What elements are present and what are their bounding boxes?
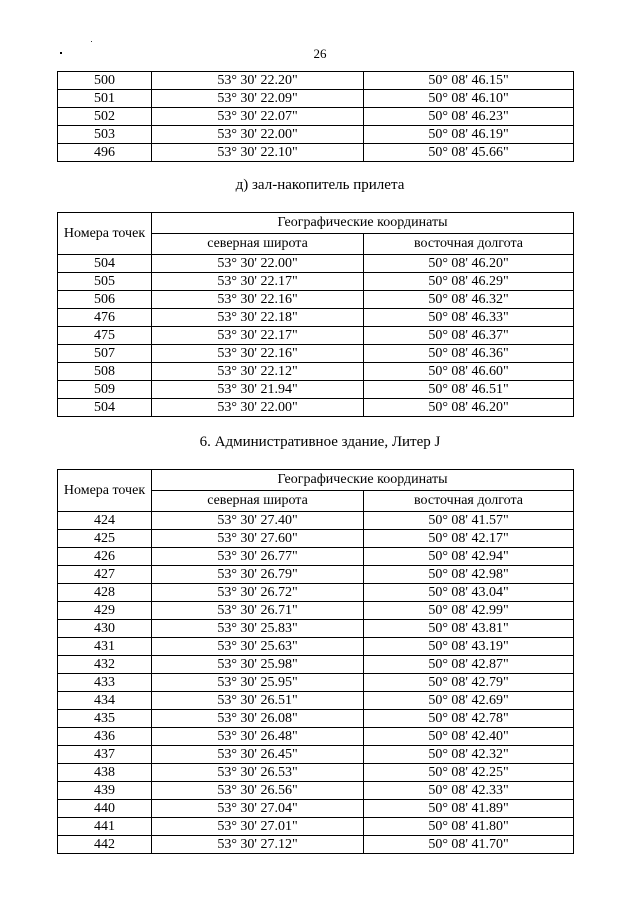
header-point-numbers (58, 213, 152, 255)
cell-latitude: 53° 30' 22.07" (152, 108, 364, 126)
cell-point-number: 508 (58, 363, 152, 381)
table-row (58, 90, 574, 108)
cell-point-number: 439 (58, 782, 152, 800)
table-row (58, 399, 574, 417)
cell-latitude: 53° 30' 27.60" (152, 530, 364, 548)
cell-latitude: 53° 30' 26.53" (152, 764, 364, 782)
cell-point-number: 427 (58, 566, 152, 584)
cell-longitude: 50° 08' 42.32" (364, 746, 574, 764)
table-row (58, 548, 574, 566)
table-row (58, 72, 574, 90)
cell-longitude: 50° 08' 42.87" (364, 656, 574, 674)
header-row (58, 470, 574, 491)
header-longitude: восточная долгота (364, 491, 574, 512)
cell-latitude: 53° 30' 27.40" (152, 512, 364, 530)
cell-latitude: 53° 30' 22.17" (152, 327, 364, 345)
table-row (58, 584, 574, 602)
cell-latitude: 53° 30' 22.18" (152, 309, 364, 327)
cell-longitude: 50° 08' 46.37" (364, 327, 574, 345)
table-row (58, 602, 574, 620)
table-row (58, 656, 574, 674)
cell-point-number: 440 (58, 800, 152, 818)
table-row (58, 327, 574, 345)
cell-longitude: 50° 08' 46.33" (364, 309, 574, 327)
table-row (58, 746, 574, 764)
cell-latitude: 53° 30' 22.00" (152, 126, 364, 144)
cell-longitude: 50° 08' 42.99" (364, 602, 574, 620)
cell-longitude: 50° 08' 42.17" (364, 530, 574, 548)
table-row (58, 144, 574, 162)
cell-latitude: 53° 30' 22.10" (152, 144, 364, 162)
table-row (58, 255, 574, 273)
cell-point-number: 505 (58, 273, 152, 291)
cell-longitude: 50° 08' 41.57" (364, 512, 574, 530)
table-row (58, 710, 574, 728)
scan-speck (91, 41, 92, 42)
cell-longitude: 50° 08' 46.23" (364, 108, 574, 126)
cell-point-number: 509 (58, 381, 152, 399)
cell-latitude: 53° 30' 26.48" (152, 728, 364, 746)
table-row (58, 818, 574, 836)
cell-longitude: 50° 08' 43.04" (364, 584, 574, 602)
table-body (58, 255, 574, 417)
coordinates-table-admin-building (57, 469, 574, 854)
cell-latitude: 53° 30' 25.95" (152, 674, 364, 692)
cell-longitude: 50° 08' 42.69" (364, 692, 574, 710)
cell-latitude: 53° 30' 25.63" (152, 638, 364, 656)
cell-point-number: 441 (58, 818, 152, 836)
cell-point-number: 437 (58, 746, 152, 764)
cell-latitude: 53° 30' 26.79" (152, 566, 364, 584)
table-body (58, 72, 574, 162)
cell-latitude: 53° 30' 27.04" (152, 800, 364, 818)
cell-point-number: 424 (58, 512, 152, 530)
cell-longitude: 50° 08' 46.20" (364, 399, 574, 417)
table-row (58, 108, 574, 126)
cell-latitude: 53° 30' 26.72" (152, 584, 364, 602)
cell-longitude: 50° 08' 42.79" (364, 674, 574, 692)
cell-longitude: 50° 08' 42.33" (364, 782, 574, 800)
cell-longitude: 50° 08' 41.70" (364, 836, 574, 854)
page-number: 26 (313, 46, 327, 61)
cell-longitude: 50° 08' 46.10" (364, 90, 574, 108)
table-row (58, 512, 574, 530)
cell-latitude: 53° 30' 21.94" (152, 381, 364, 399)
cell-point-number: 503 (58, 126, 152, 144)
cell-latitude: 53° 30' 22.09" (152, 90, 364, 108)
table-row (58, 620, 574, 638)
cell-point-number: 500 (58, 72, 152, 90)
cell-latitude: 53° 30' 22.17" (152, 273, 364, 291)
cell-point-number: 435 (58, 710, 152, 728)
cell-point-number: 442 (58, 836, 152, 854)
cell-point-number: 504 (58, 399, 152, 417)
cell-point-number: 506 (58, 291, 152, 309)
cell-longitude: 50° 08' 45.66" (364, 144, 574, 162)
cell-longitude: 50° 08' 42.78" (364, 710, 574, 728)
table-row (58, 530, 574, 548)
cell-longitude: 50° 08' 43.81" (364, 620, 574, 638)
table-row (58, 782, 574, 800)
cell-point-number: 496 (58, 144, 152, 162)
cell-point-number: 476 (58, 309, 152, 327)
cell-point-number: 430 (58, 620, 152, 638)
cell-longitude: 50° 08' 42.25" (364, 764, 574, 782)
cell-latitude: 53° 30' 22.20" (152, 72, 364, 90)
cell-longitude: 50° 08' 46.19" (364, 126, 574, 144)
cell-point-number: 432 (58, 656, 152, 674)
section-title: 6. Административное здание, Литер J (199, 434, 441, 450)
table-row (58, 381, 574, 399)
cell-latitude: 53° 30' 26.08" (152, 710, 364, 728)
cell-point-number: 429 (58, 602, 152, 620)
cell-point-number: 438 (58, 764, 152, 782)
cell-longitude: 50° 08' 41.89" (364, 800, 574, 818)
cell-longitude: 50° 08' 42.98" (364, 566, 574, 584)
cell-latitude: 53° 30' 27.12" (152, 836, 364, 854)
cell-latitude: 53° 30' 22.00" (152, 255, 364, 273)
cell-latitude: 53° 30' 22.16" (152, 291, 364, 309)
cell-point-number: 433 (58, 674, 152, 692)
header-point-numbers (58, 470, 152, 512)
table-row (58, 273, 574, 291)
table-row (58, 764, 574, 782)
cell-point-number: 501 (58, 90, 152, 108)
table-row (58, 728, 574, 746)
cell-latitude: 53° 30' 26.71" (152, 602, 364, 620)
cell-point-number: 436 (58, 728, 152, 746)
cell-latitude: 53° 30' 27.01" (152, 818, 364, 836)
cell-point-number: 431 (58, 638, 152, 656)
cell-latitude: 53° 30' 25.98" (152, 656, 364, 674)
cell-point-number: 475 (58, 327, 152, 345)
cell-longitude: 50° 08' 43.19" (364, 638, 574, 656)
cell-longitude: 50° 08' 42.94" (364, 548, 574, 566)
table-row (58, 291, 574, 309)
section-title: д) зал-накопитель прилета (235, 177, 405, 193)
header-latitude: северная широта (152, 234, 364, 255)
cell-longitude: 50° 08' 46.20" (364, 255, 574, 273)
header-geo-coordinates: Географические координаты (152, 213, 574, 234)
cell-latitude: 53° 30' 22.00" (152, 399, 364, 417)
header-point-numbers-label: Номера точек (63, 226, 146, 241)
cell-latitude: 53° 30' 26.56" (152, 782, 364, 800)
cell-longitude: 50° 08' 42.40" (364, 728, 574, 746)
table-row (58, 566, 574, 584)
table-row (58, 309, 574, 327)
cell-latitude: 53° 30' 26.77" (152, 548, 364, 566)
cell-latitude: 53° 30' 22.12" (152, 363, 364, 381)
cell-point-number: 504 (58, 255, 152, 273)
coordinates-table-continued (57, 71, 574, 162)
coordinates-table-arrival-hall (57, 212, 574, 417)
cell-longitude: 50° 08' 46.29" (364, 273, 574, 291)
table-row (58, 345, 574, 363)
cell-longitude: 50° 08' 46.51" (364, 381, 574, 399)
cell-latitude: 53° 30' 25.83" (152, 620, 364, 638)
header-geo-coordinates: Географические координаты (152, 470, 574, 491)
table-body (58, 512, 574, 854)
cell-longitude: 50° 08' 46.32" (364, 291, 574, 309)
table-row (58, 126, 574, 144)
table-row (58, 674, 574, 692)
cell-point-number: 434 (58, 692, 152, 710)
cell-latitude: 53° 30' 22.16" (152, 345, 364, 363)
cell-point-number: 425 (58, 530, 152, 548)
header-point-numbers-label: Номера точек (63, 483, 146, 498)
table-row (58, 692, 574, 710)
cell-longitude: 50° 08' 41.80" (364, 818, 574, 836)
cell-latitude: 53° 30' 26.51" (152, 692, 364, 710)
cell-point-number: 426 (58, 548, 152, 566)
cell-longitude: 50° 08' 46.15" (364, 72, 574, 90)
cell-point-number: 428 (58, 584, 152, 602)
header-latitude: северная широта (152, 491, 364, 512)
cell-point-number: 507 (58, 345, 152, 363)
header-row (58, 213, 574, 234)
cell-longitude: 50° 08' 46.60" (364, 363, 574, 381)
cell-latitude: 53° 30' 26.45" (152, 746, 364, 764)
table-row (58, 800, 574, 818)
header-longitude: восточная долгота (364, 234, 574, 255)
table-row (58, 836, 574, 854)
table-row (58, 638, 574, 656)
cell-point-number: 502 (58, 108, 152, 126)
table-row (58, 363, 574, 381)
cell-longitude: 50° 08' 46.36" (364, 345, 574, 363)
